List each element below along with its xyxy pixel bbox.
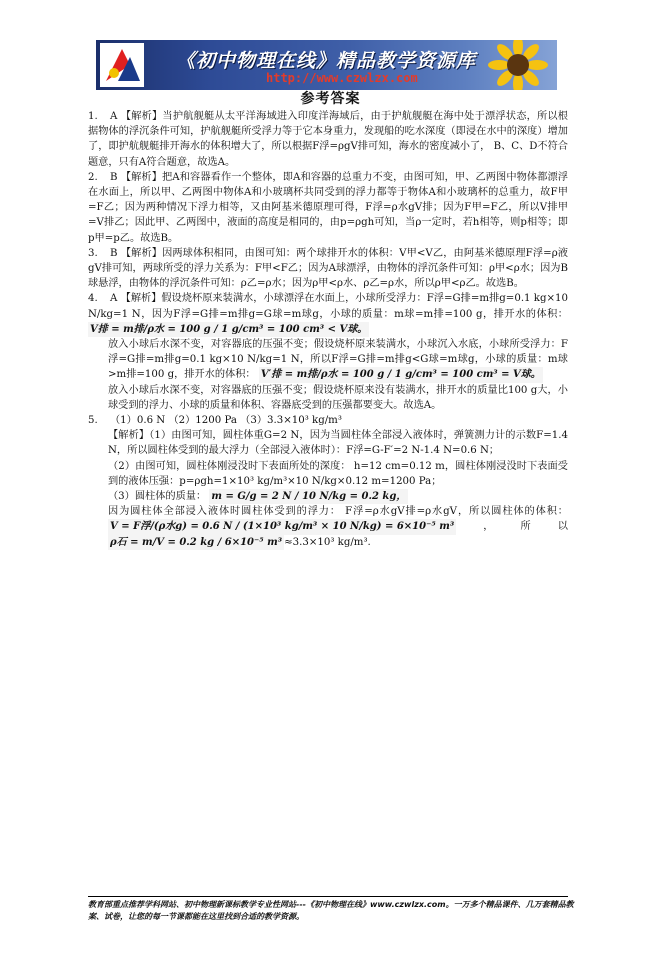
answer-continuation: [88, 489, 568, 504]
footer-divider: [88, 896, 568, 897]
answer-text: ≈3.3×10³ kg/m³.: [284, 536, 371, 548]
answer-item: [88, 291, 568, 337]
answer-item: [88, 170, 568, 246]
formula-cylinder-volume: V = F浮/(ρ水g) = 0.6 N / (1×10³ kg/m³ × 10 N/kg) = 6×10⁻⁵ m³: [108, 519, 456, 534]
answer-text: A 【解析】当护航舰艇从太平洋海域进入印度洋海域后，由于护航舰艇在海中处于漂浮状态，所以根据物体的浮沉条件可知，护航舰艇所受浮力等于它本身重力，发现船的吃水深度（即浸在水中的深度）增加了，即护航舰艇排开海水的体积增大了，所以根据F浮=ρgV排可知，海水的密度减小了， B、C、D不符合题意，只有A符合题意，故选A。: [88, 111, 568, 168]
answer-head: （1）0.6 N （2）1200 Pa （3）3.3×10³ kg/m³: [110, 415, 342, 427]
answer-item: [88, 413, 568, 428]
formula-volume-2: V′排 = m排/ρ水 = 100 g / 1 g/cm³ = 100 cm³ = V球。: [259, 367, 543, 382]
header-banner: [96, 40, 557, 90]
answer-text: B 【解析】把A和容器看作一个整体，即A和容器的总重力不变，由图可知，甲、乙两图中物体都漂浮在水面上，所以甲、乙两图中物体A和小玻璃杯共同受到的浮力都等于物体A和小玻璃杯的总重力，故F甲=F乙；因为两种情况下浮力相等，又由阿基米德原理可得，F浮=ρ水gV排；因为F甲=F乙，所以V排甲=V排乙；因此甲、乙两图中，液面的高度是相同的，由p=ρgh可知，当ρ一定时，若h相等，则p相等；即p甲=p乙。故选B。: [88, 171, 568, 244]
answer-continuation: [88, 459, 568, 489]
page-footer: 教育部重点推荐学科网站、初中物理新课标教学专业性网站---《初中物理在线》www.czwlzx.com。一万多个精品课件、几万套精品教案、试卷，让您的每一节课都能在这里找到合适的教学资源。: [88, 900, 574, 921]
site-logo-icon: [100, 43, 144, 87]
formula-density: ρ石 = m/V = 0.2 kg / 6×10⁻⁵ m³: [108, 535, 284, 550]
answer-number: 4.: [88, 293, 98, 305]
answer-text: 因为圆柱体全部浸入液体时圆柱体受到的浮力： F浮=ρ水gV排=ρ水gV，所以圆柱体的体积：: [108, 506, 568, 518]
answer-text: （3）圆柱体的质量：: [108, 491, 207, 503]
formula-volume: V排 = m排/ρ水 = 100 g / 1 g/cm³ = 100 cm³ < V球。: [88, 322, 369, 337]
answer-text: 放入小球后水深不变，对容器底的压强不变；假设烧杯原来装满水，小球沉入水底，小球所受浮力：F浮=G排=m排g=0.1 kg×10 N/kg=1 N，所以F浮=G排=m排g<G球=m球g，小球的质量：m球>m排=100 g，排开水的体积：: [108, 339, 568, 381]
answer-text: ，所以: [456, 521, 568, 533]
formula-mass: m = G/g = 2 N / 10 N/kg = 0.2 kg，: [209, 489, 408, 504]
answer-list: [88, 109, 568, 550]
answer-number: 3.: [88, 247, 98, 259]
answer-continuation: [88, 383, 568, 413]
answer-number: 2.: [88, 171, 98, 183]
banner-title: 《初中物理在线》精品教学资源库: [176, 50, 477, 72]
answer-continuation: [88, 428, 568, 458]
sunflower-icon: [483, 40, 553, 90]
banner-url[interactable]: http://www.czwlzx.com: [266, 71, 418, 85]
answer-text: 放入小球后水深不变，对容器底的压强不变；假设烧杯原来没有装满水，排开水的质量比100 g大，小球受到的浮力、小球的质量和体积、容器底受到的压强都要变大。故选A。: [108, 384, 568, 411]
answer-text: （2）由图可知，圆柱体刚浸没时下表面所处的深度： h=12 cm=0.12 m，圆柱体刚浸没时下表面受到的液体压强：p=ρgh=1×10³ kg/m³×10 N/kg×0.12 m=1200 Pa；: [108, 460, 568, 487]
answer-item: [88, 246, 568, 292]
answer-text: 【解析】（1）由图可知，圆柱体重G=2 N，因为当圆柱体全部浸入液体时，弹簧测力计的示数F=1.4 N，所以圆柱体受到的最大浮力（全部浸入液体时）：F浮=G-F′=2 N-1.4 N=0.6 N；: [108, 430, 568, 457]
answer-text: B 【解析】因两球体积相同，由图可知：两个球排开水的体积：V甲<V乙，由阿基米德原理F浮=ρ液gV排可知，两球所受的浮力关系为：F甲<F乙；因为A球漂浮，由物体的浮沉条件可知：ρ甲<ρ水；因为B球悬浮，由物体的浮沉条件可知：ρ乙=ρ水；因为ρ甲<ρ水、ρ乙=ρ水，所以ρ甲<ρ乙。故选B。: [88, 247, 568, 290]
answer-item: [88, 109, 568, 170]
answer-continuation: [88, 337, 568, 383]
page-title: 参考答案: [300, 91, 361, 107]
answer-number: 5.: [88, 415, 98, 427]
answer-text: A 【解析】假设烧杯原来装满水，小球漂浮在水面上，小球所受浮力：F浮=G排=m排g=0.1 kg×10 N/kg=1 N，因为F浮=G排=m排g=G球=m球g，小球的质量：m球=m排=100 g，排开水的体积：: [88, 293, 568, 320]
answer-number: 1.: [88, 111, 98, 122]
answer-continuation: [88, 504, 568, 550]
